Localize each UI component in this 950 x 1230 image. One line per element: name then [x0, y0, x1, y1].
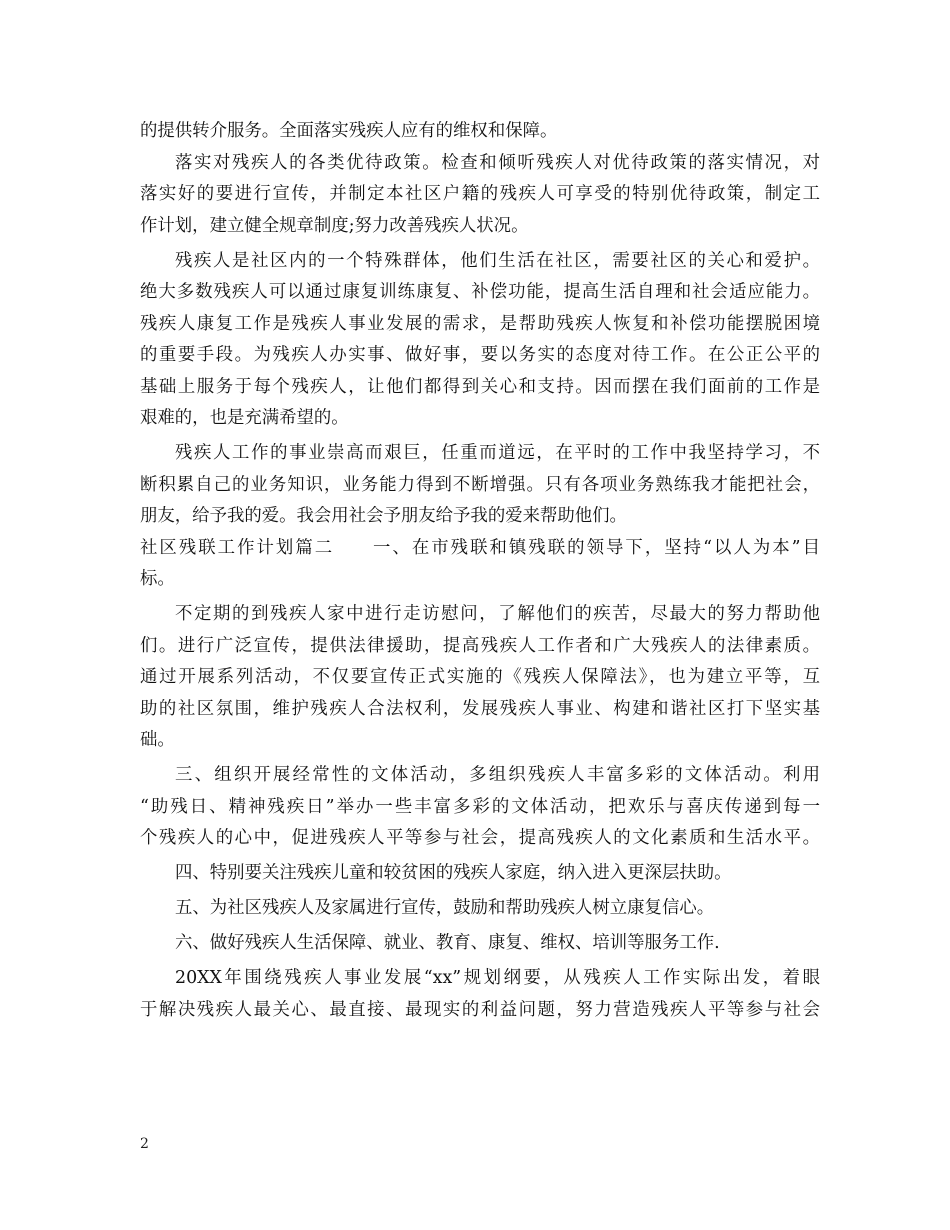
- text-line: 朋友，给予我的爱。我会用社会予朋友给予我的爱来帮助他们。: [140, 506, 627, 526]
- text-line: 础。: [140, 730, 175, 750]
- text-line: 落实对残疾人的各类优待政策。检查和倾听残疾人对优待政策的落实情况，对: [175, 152, 820, 173]
- section-heading-line: 社区残联工作计划篇二 一、在市残联和镇残联的领导下，坚持“以人为本”目: [140, 537, 820, 558]
- text-line: “助残日、精神残疾日”举办一些丰富多彩的文体活动，把欢乐与喜庆传递到每一: [140, 796, 820, 817]
- text-line: 通过开展系列活动，不仅要宣传正式实施的《残疾人保障法》，也为建立平等，互: [140, 667, 820, 687]
- document-body: [140, 116, 820, 1026]
- text-line: 六、做好残疾人生活保障、就业、教育、康复、维权、培训等服务工作.: [175, 933, 720, 953]
- text-line: 落实好的要进行宣传，并制定本社区户籍的残疾人可享受的特别优待政策，制定工: [140, 184, 820, 204]
- text-line: 不定期的到残疾人家中进行走访慰问，了解他们的疾苦，尽最大的努力帮助他: [175, 604, 820, 624]
- text-line: 断积累自己的业务知识，业务能力得到不断增强。只有各项业务熟练我才能把社会，: [140, 474, 820, 495]
- text-line: 残疾人工作的事业崇高而艰巨，任重而道远，在平时的工作中我坚持学习，不: [175, 443, 820, 463]
- text-line: 的重要手段。为残疾人办实事、做好事，要以务实的态度对待工作。在公正公平的: [140, 345, 820, 365]
- text-line: 五、为社区残疾人及家属进行宣传，鼓励和帮助残疾人树立康复信心。: [175, 898, 715, 918]
- text-line: 助的社区氛围，维护残疾人合法权利，发展残疾人事业、构建和谐社区打下坚实基: [140, 698, 820, 719]
- text-line: 于解决残疾人最关心、最直接、最现实的利益问题，努力营造残疾人平等参与社会: [140, 999, 820, 1020]
- text-line: 标。: [140, 569, 175, 589]
- text-line: 残疾人康复工作是残疾人事业发展的需求，是帮助残疾人恢复和补偿功能摆脱困境: [140, 313, 820, 334]
- text-line: 们。进行广泛宣传，提供法律援助，提高残疾人工作者和广大残疾人的法律素质。: [140, 635, 820, 656]
- text-line: 绝大多数残疾人可以通过康复训练康复、补偿功能，提高生活自理和社会适应能力。: [140, 282, 820, 302]
- text-line: 个残疾人的心中，促进残疾人平等参与社会，提高残疾人的文化素质和生活水平。: [140, 828, 820, 848]
- text-line: 作计划，建立健全规章制度;努力改善残疾人状况。: [140, 215, 529, 236]
- text-line: 三、组织开展经常性的文体活动，多组织残疾人丰富多彩的文体活动。利用: [175, 765, 820, 785]
- text-line: 的提供转介服务。全面落实残疾人应有的维权和保障。: [140, 121, 558, 141]
- text-line: 20XX年围绕残疾人事业发展“xx”规划纲要，从残疾人工作实际出发，着眼: [175, 968, 820, 988]
- text-line: 艰难的，也是充满希望的。: [140, 408, 349, 428]
- page-number: 2: [140, 1136, 149, 1152]
- text-line: 残疾人是社区内的一个特殊群体，他们生活在社区，需要社区的关心和爱护。: [175, 250, 820, 271]
- text-line: 基础上服务于每个残疾人，让他们都得到关心和支持。因而摆在我们面前的工作是: [140, 376, 820, 397]
- text-line: 四、特别要关注残疾儿童和较贫困的残疾人家庭，纳入进入更深层扶助。: [175, 863, 732, 883]
